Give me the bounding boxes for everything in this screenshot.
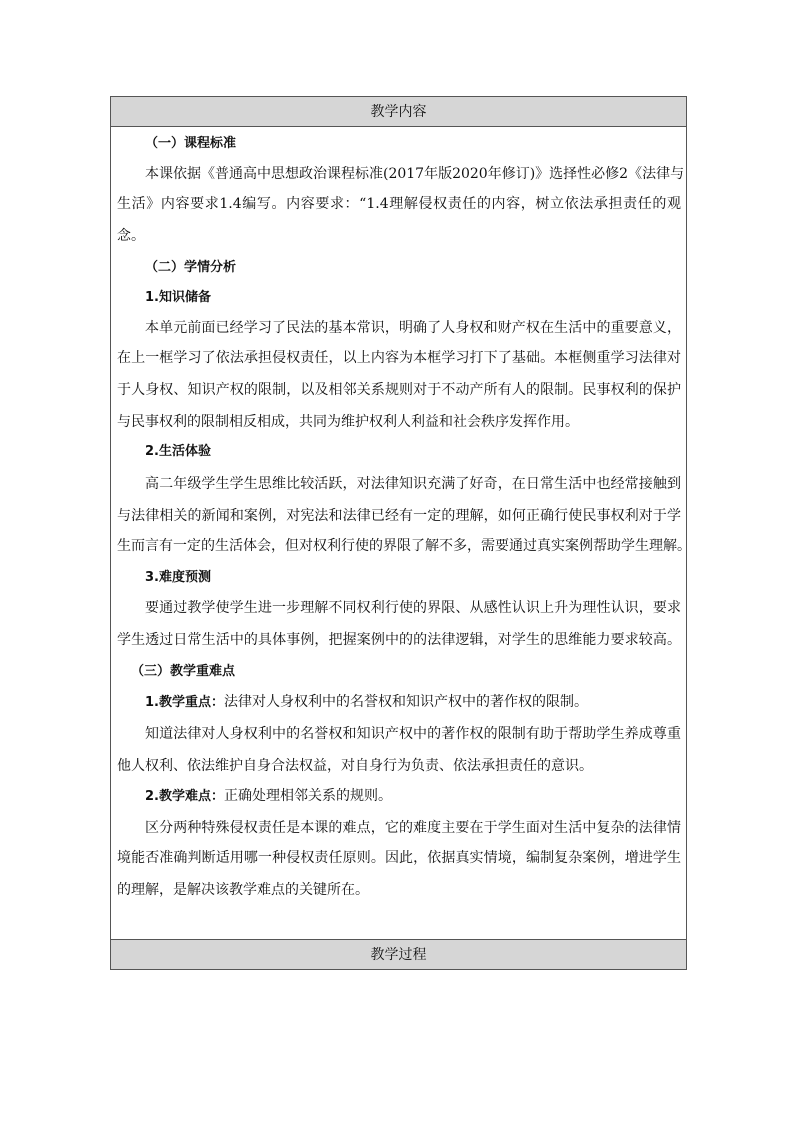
paragraph-line: 的理解，是解决该教学难点的关键所在。 bbox=[117, 882, 369, 898]
paragraph-line: 念。 bbox=[117, 228, 145, 244]
lesson-table bbox=[110, 96, 691, 970]
section-title-curriculum: （一）课程标准 bbox=[145, 136, 237, 151]
subsection-title-difficulty: 3.难度预测 bbox=[145, 570, 211, 585]
paragraph-line: 生而言有一定的生活体会，但对权利行使的界限了解不多，需要通过真实案例帮助学生理解。 bbox=[117, 538, 691, 554]
paragraph-line: 与法律相关的新闻和案例，对宪法和法律已经有一定的理解，如何正确行使民事权利对于学 bbox=[117, 508, 681, 524]
paragraph-line: 与民事权利的限制相反相成，共同为维护权利人利益和社会秩序发挥作用。 bbox=[117, 414, 579, 430]
paragraph-line: 境能否准确判断适用哪一种侵权责任原则。因此，依据真实情境，编制复杂案例，增进学生 bbox=[117, 850, 681, 866]
content-cell bbox=[111, 128, 691, 938]
paragraph-line: 高二年级学生学生思维比较活跃，对法律知识充满了好奇，在日常生活中也经常接触到 bbox=[145, 476, 681, 492]
difficulty-point-line bbox=[145, 786, 392, 807]
paragraph-line: 在上一框学习了依法承担侵权责任，以上内容为本框学习打下了基础。本框侧重学习法律对 bbox=[117, 350, 681, 366]
key-point-label: 1.教学重点： bbox=[145, 695, 224, 710]
header-teaching-process: 教学过程 bbox=[111, 939, 686, 969]
section-title-key-points: （三）教学重难点 bbox=[131, 664, 236, 679]
paragraph-line: 本课依据《普通高中思想政治课程标准(2017年版2020年修订)》选择性必修2《法律与 bbox=[145, 166, 685, 182]
key-point-text: 法律对人身权利中的名誉权和知识产权中的著作权的限制。 bbox=[223, 694, 588, 710]
difficulty-point-text: 正确处理相邻关系的规则。 bbox=[223, 788, 392, 804]
section-title-student-analysis: （二）学情分析 bbox=[145, 260, 237, 275]
difficulty-point-label: 2.教学难点： bbox=[145, 789, 224, 804]
paragraph-line: 本单元前面已经学习了民法的基本常识，明确了人身权和财产权在生活中的重要意义， bbox=[145, 320, 681, 336]
paragraph-line: 区分两种特殊侵权责任是本课的难点，它的难度主要在于学生面对生活中复杂的法律情 bbox=[145, 820, 681, 836]
subsection-title-knowledge: 1.知识储备 bbox=[145, 290, 211, 305]
key-point-line bbox=[145, 692, 588, 713]
paragraph-line: 于人身权、知识产权的限制，以及相邻关系规则对于不动产所有人的限制。民事权利的保护 bbox=[117, 382, 681, 398]
header-teaching-content: 教学内容 bbox=[111, 97, 686, 127]
paragraph-line: 知道法律对人身权利中的名誉权和知识产权中的著作权的限制有助于帮助学生养成尊重 bbox=[145, 726, 681, 742]
paragraph-line: 生活》内容要求1.4编写。内容要求：“1.4理解侵权责任的内容，树立依法承担责任的观 bbox=[117, 196, 681, 212]
paragraph-line: 学生透过日常生活中的具体事例，把握案例中的的法律逻辑，对学生的思维能力要求较高。 bbox=[117, 632, 681, 648]
paragraph-line: 他人权利、依法维护自身合法权益，对自身行为负责、依法承担责任的意识。 bbox=[117, 758, 593, 774]
subsection-title-life: 2.生活体验 bbox=[145, 444, 211, 459]
paragraph-line: 要通过教学使学生进一步理解不同权利行使的界限、从感性认识上升为理性认识，要求 bbox=[145, 600, 681, 616]
